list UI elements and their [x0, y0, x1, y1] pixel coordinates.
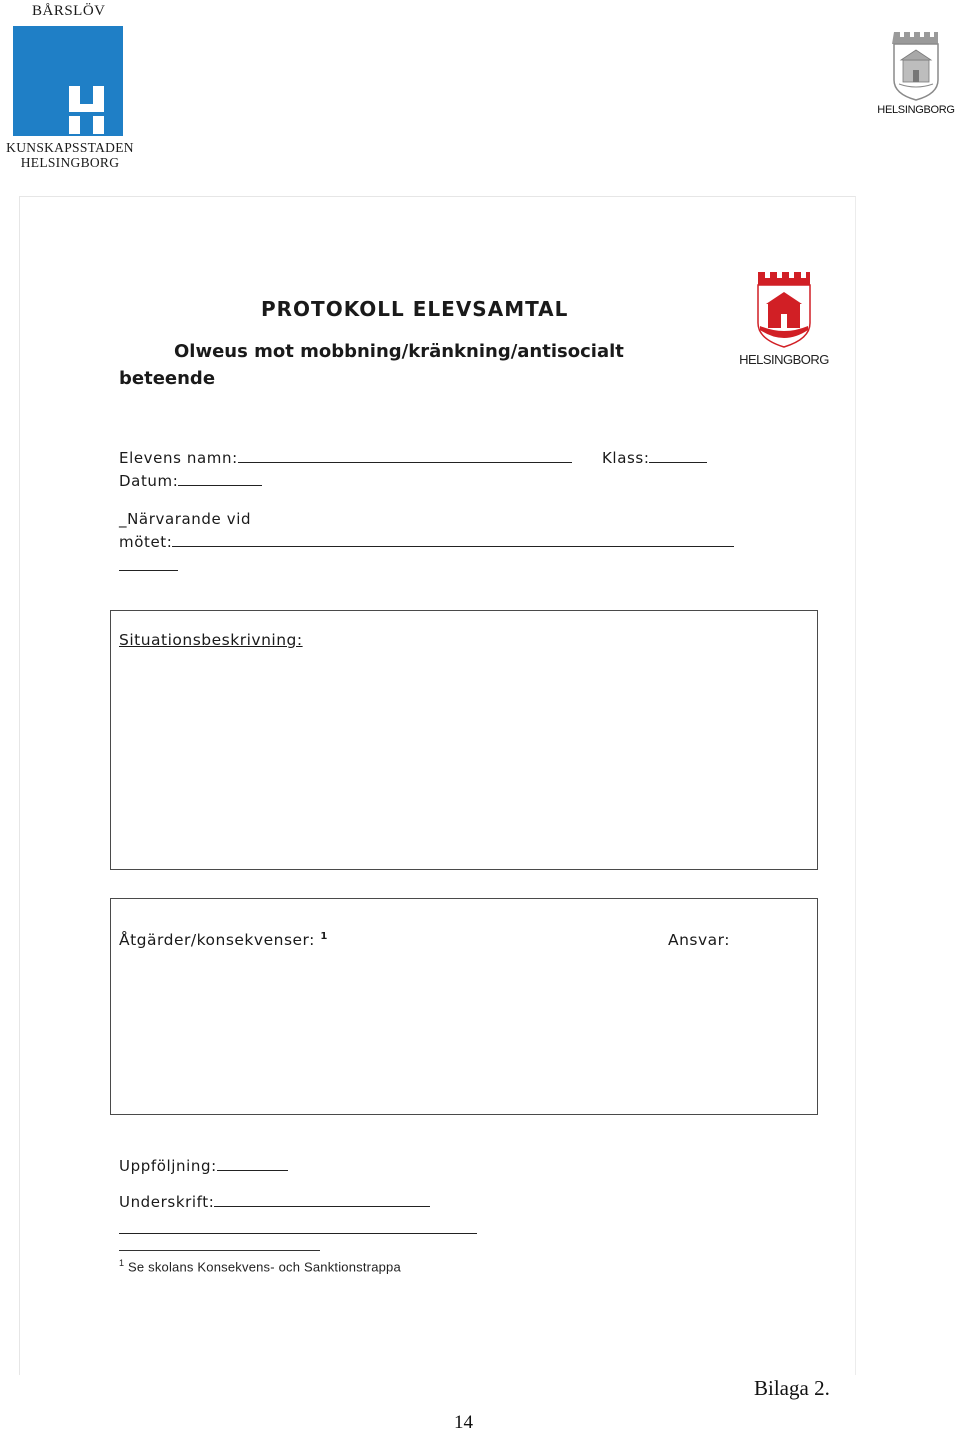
signature-line-continued[interactable] — [119, 1220, 477, 1238]
student-name-line[interactable] — [238, 449, 572, 463]
crest-grey-icon — [891, 30, 941, 102]
followup-field[interactable] — [119, 1157, 288, 1175]
date-label: Datum: — [119, 472, 179, 490]
crest-red-text: HELSINGBORG — [739, 352, 829, 367]
situation-label: Situationsbeskrivning: — [119, 631, 303, 649]
signature-label: Underskrift: — [119, 1193, 215, 1211]
signature-line[interactable] — [214, 1193, 430, 1207]
footnote-mark: 1 — [119, 1258, 125, 1268]
present-label-line1: _Närvarande vid — [119, 510, 252, 528]
present-field[interactable] — [119, 533, 734, 551]
student-name-label: Elevens namn: — [119, 449, 238, 467]
actions-label: Åtgärder/konsekvenser: — [119, 931, 315, 950]
form-subtitle-line1: Olweus mot mobbning/kränkning/antisocialt — [174, 341, 624, 362]
page-number: 14 — [454, 1412, 473, 1433]
signature-line-2[interactable] — [119, 1220, 477, 1234]
actions-footnote-ref: 1 — [320, 931, 328, 942]
crest-red-icon — [756, 270, 812, 350]
helsingborg-crest-grey — [872, 30, 960, 125]
class-label: Klass: — [602, 449, 650, 467]
kunskapsstaden-logo — [0, 0, 140, 175]
class-field[interactable] — [602, 449, 707, 467]
date-field[interactable] — [119, 472, 262, 490]
present-label-line2: mötet: — [119, 533, 173, 551]
helsingborg-crest-red — [738, 270, 830, 367]
logo-bottom-text — [0, 140, 140, 170]
form-title: PROTOKOLL ELEVSAMTAL — [261, 297, 569, 321]
present-line[interactable] — [172, 533, 734, 547]
signature-field[interactable] — [119, 1193, 430, 1211]
footnote-text: Se skolans Konsekvens- och Sanktionstrappa — [128, 1259, 401, 1275]
situation-box[interactable] — [110, 610, 818, 870]
crest-grey-text: HELSINGBORG — [877, 104, 955, 116]
followup-line[interactable] — [217, 1157, 288, 1171]
footnote-divider — [119, 1250, 320, 1251]
followup-label: Uppföljning: — [119, 1157, 217, 1175]
footnote — [119, 1258, 401, 1274]
responsible-label: Ansvar: — [668, 931, 730, 949]
logo-bottom-line1: KUNSKAPSSTADEN — [6, 140, 134, 155]
form-subtitle-line2: beteende — [119, 368, 216, 389]
present-line-continued[interactable] — [119, 557, 178, 575]
actions-label-wrap — [119, 931, 328, 949]
actions-box[interactable] — [110, 898, 818, 1115]
logo-top-text: BÅRSLÖV — [32, 3, 106, 19]
logo-bottom-line2: HELSINGBORG — [20, 155, 120, 170]
class-line[interactable] — [649, 449, 707, 463]
attachment-label: Bilaga 2. — [754, 1376, 830, 1400]
student-name-field[interactable] — [119, 449, 572, 467]
date-line[interactable] — [178, 472, 262, 486]
kunskapsstaden-h-icon — [13, 26, 123, 136]
present-line-2[interactable] — [119, 557, 178, 571]
